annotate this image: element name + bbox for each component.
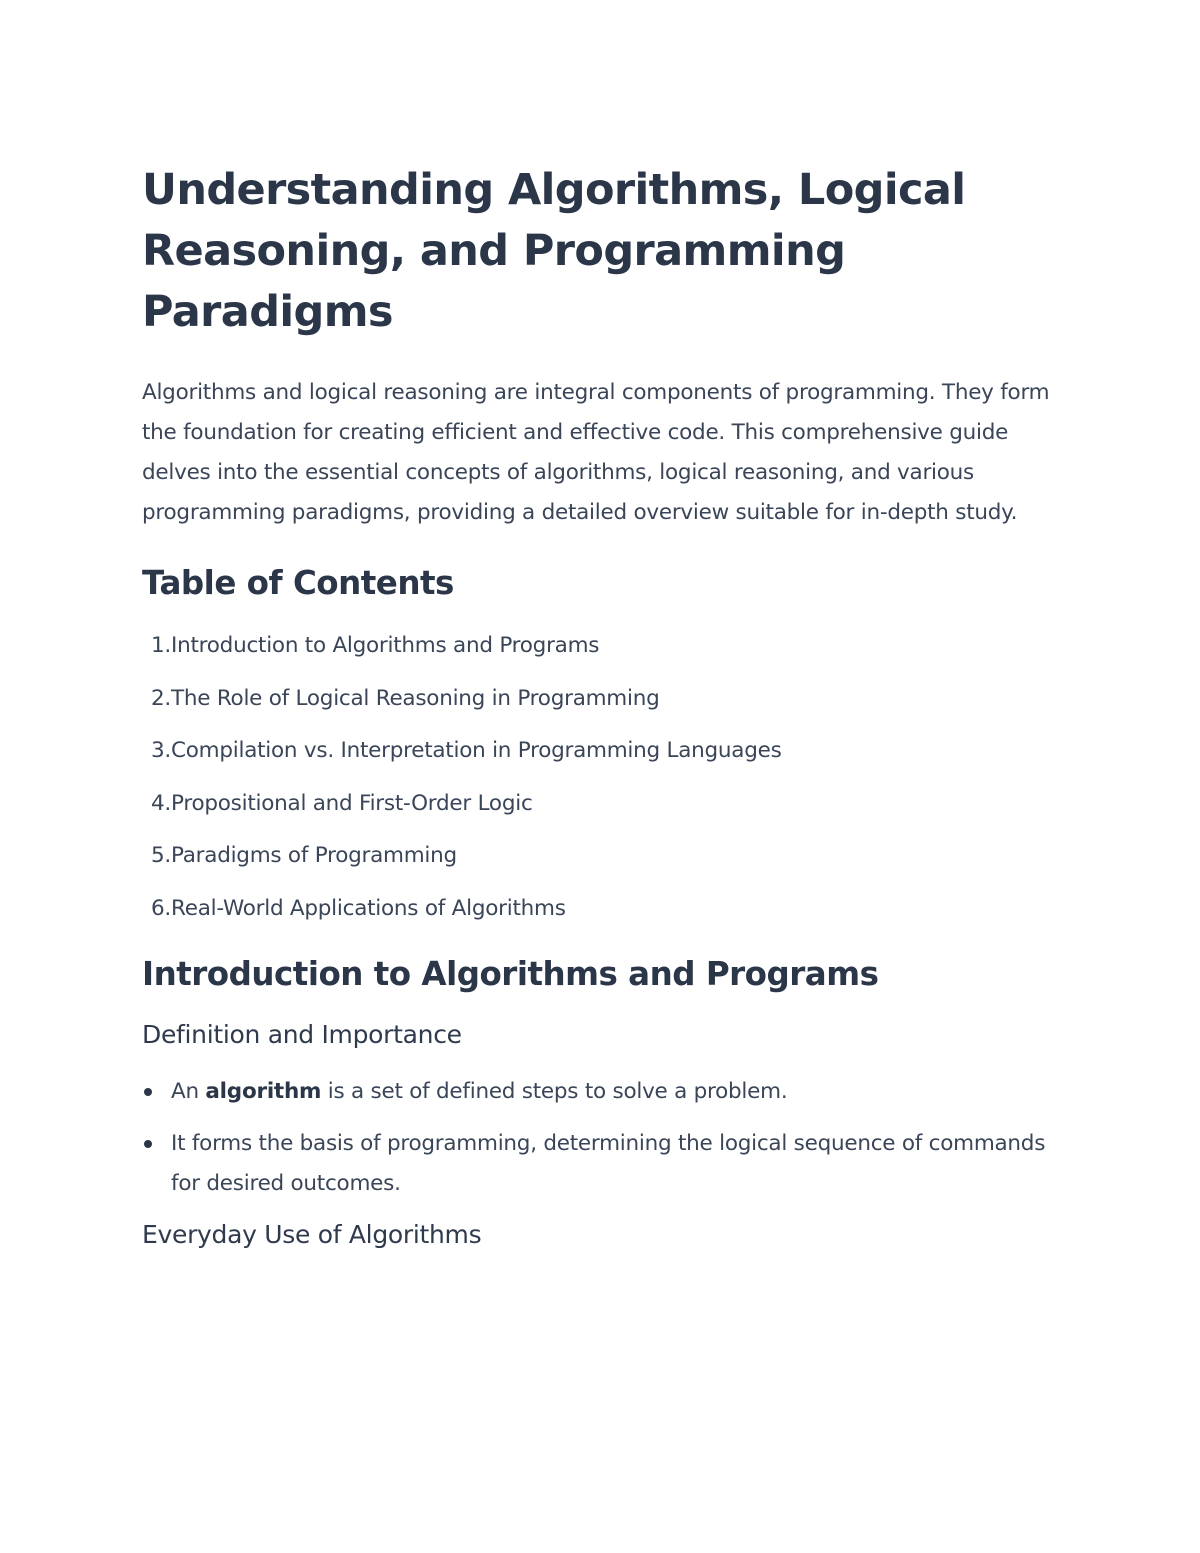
toc-item[interactable] [142, 789, 1072, 819]
document-title: Understanding Algorithms, Logical Reasoning, and Programming Paradigms [142, 165, 966, 337]
bullet-icon [144, 1088, 152, 1096]
list-item-text-post: is a set of defined steps to solve a problem. [321, 1078, 788, 1104]
toc-heading: Table of Contents [142, 564, 454, 602]
toc-item-number: 3. [150, 738, 171, 764]
list-item [142, 1124, 1072, 1204]
subsection-heading: Definition and Importance [142, 1019, 462, 1049]
table-of-contents [142, 631, 1072, 924]
toc-item-label: Propositional and First-Order Logic [171, 790, 533, 816]
toc-item-number: 2. [150, 685, 171, 711]
intro-paragraph: Algorithms and logical reasoning are integral components of programming. They form the foundation for creating efficient and effective code. This comprehensive guide delves into the essential concepts of algorithms, logical reasoning, and various programming paradigms, providing a detailed overview suitable for in-depth study. [142, 380, 1050, 525]
bullet-icon [144, 1140, 152, 1148]
document-page [142, 160, 1072, 1252]
toc-item-number: 6. [150, 895, 171, 921]
toc-item[interactable] [142, 684, 1072, 714]
toc-item-label: Introduction to Algorithms and Programs [171, 633, 600, 658]
list-item-text-pre: An [171, 1078, 206, 1104]
toc-item-number: 1. [150, 633, 171, 658]
toc-item-label: Compilation vs. Interpretation in Programming Languages [171, 738, 782, 764]
list-item-text-pre: It forms the basis of programming, determining the logical sequence of commands for desired outcomes. [171, 1130, 1046, 1196]
list-item-text-bold: algorithm [205, 1078, 322, 1104]
toc-item-label: Paradigms of Programming [171, 843, 457, 869]
toc-item[interactable] [142, 894, 1072, 924]
toc-item-number: 4. [150, 790, 171, 816]
toc-item[interactable] [142, 631, 1072, 661]
subsection-heading: Everyday Use of Algorithms [142, 1219, 482, 1249]
bullet-list [142, 1072, 1072, 1204]
section-heading: Introduction to Algorithms and Programs [142, 954, 879, 993]
toc-item-label: Real-World Applications of Algorithms [171, 895, 566, 921]
list-item [142, 1072, 1072, 1112]
toc-item[interactable] [142, 736, 1072, 766]
toc-item[interactable] [142, 841, 1072, 871]
toc-item-number: 5. [150, 843, 171, 869]
toc-item-label: The Role of Logical Reasoning in Programming [171, 685, 660, 711]
